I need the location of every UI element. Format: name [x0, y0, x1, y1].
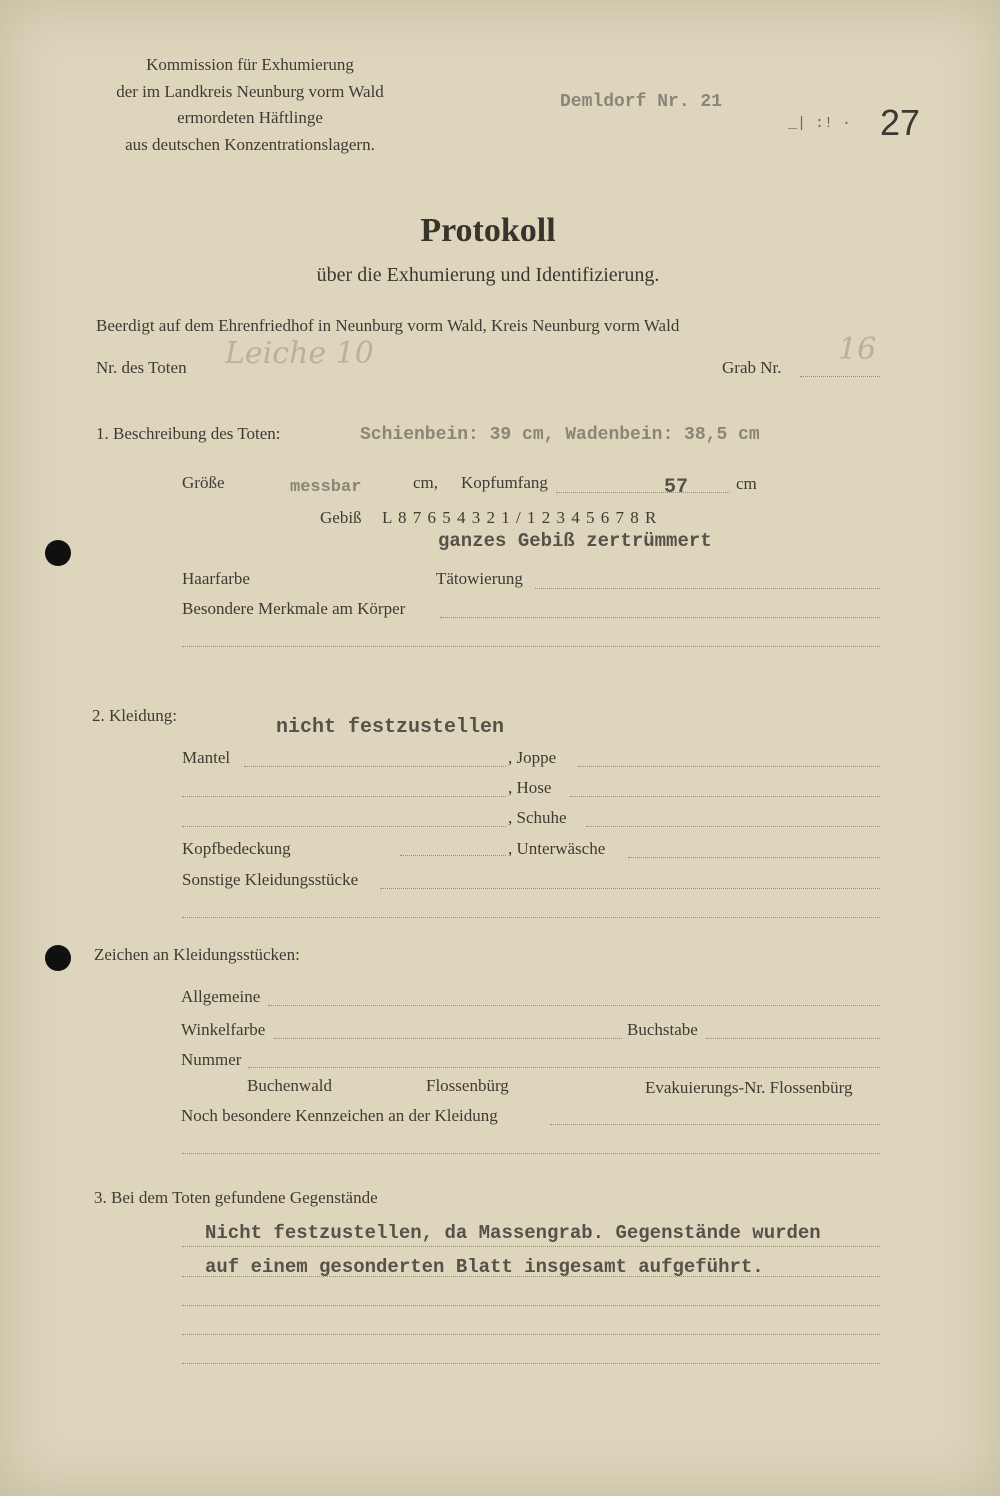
section3-typed-line-1: Nicht festzustellen, da Massengrab. Gegenstände wurden [205, 1222, 821, 1244]
hose-label: , Hose [508, 778, 552, 797]
winkelfarbe-label: Winkelfarbe [181, 1020, 266, 1039]
commission-line-2: der im Landkreis Neunburg vorm Wald [116, 81, 384, 101]
winkelfarbe-line [274, 1038, 622, 1039]
sonstige-line-2 [182, 917, 880, 918]
burial-line: Beerdigt auf dem Ehrenfriedhof in Neunburg vorm Wald, Kreis Neunburg vorm Wald [96, 316, 680, 335]
kopfumfang-label: Kopfumfang [461, 473, 548, 492]
kleidung-value: nicht festzustellen [276, 716, 505, 739]
grab-nr-line [800, 376, 880, 377]
groesse-unit: cm, [413, 473, 439, 492]
allgemeine-label: Allgemeine [181, 987, 261, 1006]
gebiss-scheme: L 8 7 6 5 4 3 2 1 / 1 2 3 4 5 6 7 8 R [382, 508, 658, 527]
sonstige-label: Sonstige Kleidungsstücke [182, 870, 359, 889]
taetowierung-line [535, 588, 880, 589]
joppe-label: , Joppe [508, 748, 557, 767]
haarfarbe-label: Haarfarbe [182, 569, 250, 588]
evakuierung-label: Evakuierungs-Nr. Flossenbürg [645, 1078, 853, 1097]
buchstabe-line [706, 1038, 880, 1039]
section3-line-4 [182, 1334, 880, 1335]
grab-nr-label: Grab Nr. [722, 358, 782, 377]
kopfumfang-value: 57 [664, 476, 689, 499]
merkmale-line-2 [182, 646, 880, 647]
commission-line-4: aus deutschen Konzentrationslagern. [125, 134, 375, 154]
gebiss-label: Gebiß [320, 508, 362, 527]
kopfbedeckung-line [400, 855, 506, 856]
grab-nr-value: 16 [838, 332, 877, 367]
reference-stamp-mark: _| :! · [788, 115, 852, 132]
nr-des-toten-value: Leiche 10 [225, 336, 374, 371]
clothing-blank-line-1 [182, 796, 506, 797]
section3-line-2 [182, 1276, 880, 1277]
allgemeine-line [268, 1005, 880, 1006]
schuhe-line [586, 826, 880, 827]
section3-line-5 [182, 1363, 880, 1364]
sonstige-line [380, 888, 880, 889]
unterwaesche-line [628, 857, 880, 858]
commission-line-1: Kommission für Exhumierung [146, 55, 354, 74]
buchstabe-label: Buchstabe [627, 1020, 698, 1039]
section3-line-3 [182, 1305, 880, 1306]
gebiss-value: ganzes Gebiß zertrümmert [438, 530, 712, 552]
schuhe-label: , Schuhe [508, 808, 567, 827]
kopfbedeckung-label: Kopfbedeckung [182, 839, 291, 858]
clothing-blank-line-2 [182, 826, 506, 827]
flossenbuerg-label: Flossenbürg [426, 1076, 509, 1095]
typed-reference: Demldorf Nr. 21 [560, 92, 723, 112]
zeichen-heading: Zeichen an Kleidungsstücken: [94, 945, 300, 964]
page-subtitle: über die Exhumierung und Identifizierung. [316, 264, 660, 286]
page-number: 27 [880, 102, 921, 143]
groesse-value: messbar [290, 478, 362, 497]
mantel-label: Mantel [182, 748, 231, 767]
merkmale-label: Besondere Merkmale am Körper [182, 599, 406, 618]
noch-line-2 [182, 1153, 880, 1154]
commission-line-3: ermordeten Häftlinge [177, 108, 323, 127]
buchenwald-label: Buchenwald [247, 1076, 332, 1095]
noch-label: Noch besondere Kennzeichen an der Kleidung [181, 1106, 498, 1125]
section2-heading: 2. Kleidung: [92, 706, 177, 725]
mantel-line [244, 766, 506, 767]
commission-block [80, 52, 420, 158]
section1-heading: 1. Beschreibung des Toten: [96, 424, 281, 443]
section3-typed-line-2: auf einem gesonderten Blatt insgesamt aufgeführt. [205, 1256, 764, 1278]
unterwaesche-label: , Unterwäsche [508, 839, 606, 858]
kopfumfang-line [556, 492, 730, 493]
nummer-label: Nummer [181, 1050, 242, 1069]
kopfumfang-unit: cm [736, 474, 757, 493]
section3-heading: 3. Bei dem Toten gefundene Gegenstände [94, 1188, 378, 1207]
punch-hole-upper [45, 540, 71, 566]
hose-line [570, 796, 880, 797]
joppe-line [578, 766, 880, 767]
nummer-line [248, 1067, 880, 1068]
merkmale-line [440, 617, 880, 618]
section3-line-1 [182, 1246, 880, 1247]
taetowierung-label: Tätowierung [436, 569, 523, 588]
nr-des-toten-label: Nr. des Toten [96, 358, 187, 377]
punch-hole-lower [45, 945, 71, 971]
groesse-label: Größe [182, 473, 225, 492]
noch-line [550, 1124, 880, 1125]
section1-typed-measure: Schienbein: 39 cm, Wadenbein: 38,5 cm [360, 425, 760, 445]
page-title: Protokoll [420, 212, 556, 249]
